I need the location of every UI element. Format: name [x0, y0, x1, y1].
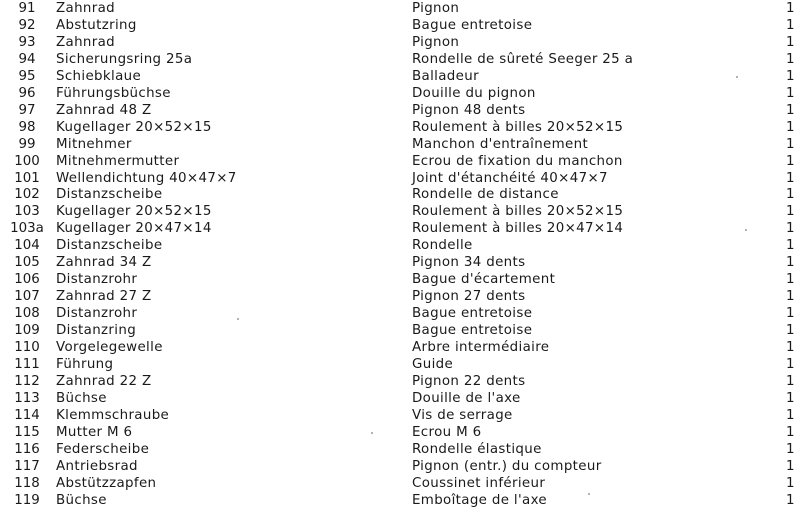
part-number: 119 — [14, 492, 40, 508]
part-name-french: Pignon — [412, 34, 460, 50]
part-number: 101 — [14, 170, 40, 186]
part-row — [0, 492, 800, 509]
part-quantity: 1 — [786, 255, 795, 271]
part-name-french: Rondelle de sûreté Seeger 25 a — [412, 51, 634, 67]
part-name-french: Joint d'étanchéité 40×47×7 — [412, 170, 608, 186]
part-row — [0, 407, 800, 424]
part-name-german: Klemmschraube — [56, 407, 170, 423]
part-quantity: 1 — [786, 373, 795, 389]
part-row — [0, 119, 800, 136]
part-name-german: Antriebsrad — [56, 458, 138, 474]
part-row — [0, 186, 800, 203]
part-name-french: Pignon — [412, 1, 460, 16]
part-quantity: 1 — [786, 17, 795, 33]
part-number: 103 — [14, 204, 40, 220]
part-quantity: 1 — [786, 340, 795, 355]
part-name-german: Sicherungsring 25a — [56, 51, 193, 67]
part-name-german: Führung — [56, 356, 114, 372]
part-name-french: Bague entretoise — [412, 323, 533, 339]
part-row — [0, 85, 800, 102]
part-name-german: Mitnehmer — [56, 136, 132, 152]
part-row — [0, 322, 800, 339]
part-name-french: Balladeur — [412, 68, 479, 84]
part-name-french: Coussinet inférieur — [412, 475, 546, 491]
part-row — [0, 271, 800, 288]
part-name-german: Zahnrad — [56, 34, 116, 50]
part-quantity: 1 — [786, 204, 795, 220]
part-quantity: 1 — [786, 407, 795, 423]
part-quantity: 1 — [786, 272, 795, 288]
part-name-french: Douille de l'axe — [412, 390, 521, 406]
part-name-french: Ecrou M 6 — [412, 424, 482, 440]
part-name-french: Roulement à billes 20×52×15 — [412, 204, 624, 220]
part-name-german: Kugellager 20×52×15 — [56, 204, 212, 220]
part-row — [0, 0, 800, 17]
part-number: 112 — [14, 373, 40, 389]
part-name-german: Abstützzapfen — [56, 475, 157, 491]
part-row — [0, 458, 800, 475]
part-row — [0, 356, 800, 373]
part-number: 97 — [18, 102, 36, 118]
part-name-german: Federscheibe — [56, 441, 150, 457]
part-quantity: 1 — [786, 238, 795, 254]
part-number: 118 — [14, 475, 40, 491]
part-number: 99 — [18, 136, 36, 152]
part-row — [0, 237, 800, 254]
part-row — [0, 220, 800, 237]
part-name-french: Pignon 22 dents — [412, 373, 526, 389]
part-row — [0, 170, 800, 187]
part-quantity: 1 — [786, 221, 795, 237]
part-name-german: Distanzrohr — [56, 272, 138, 288]
part-number: 105 — [14, 255, 40, 271]
part-name-french: Arbre intermédiaire — [412, 340, 550, 355]
part-name-french: Bague entretoise — [412, 17, 533, 33]
part-quantity: 1 — [786, 390, 795, 406]
part-name-german: Zahnrad 34 Z — [56, 255, 152, 271]
part-name-french: Vis de serrage — [412, 407, 513, 423]
part-name-german: Zahnrad 48 Z — [56, 102, 152, 118]
part-row — [0, 68, 800, 85]
part-name-german: Büchse — [56, 492, 107, 508]
part-row — [0, 51, 800, 68]
part-row — [0, 34, 800, 51]
part-number: 94 — [18, 51, 36, 67]
part-quantity: 1 — [786, 492, 795, 508]
part-quantity: 1 — [786, 1, 795, 16]
part-name-french: Ecrou de fixation du manchon — [412, 153, 623, 169]
part-quantity: 1 — [786, 441, 795, 457]
part-name-german: Distanzscheibe — [56, 238, 163, 254]
part-number: 108 — [14, 306, 40, 322]
part-row — [0, 424, 800, 441]
part-row — [0, 390, 800, 407]
part-name-french: Pignon (entr.) du compteur — [412, 458, 602, 474]
part-name-german: Mitnehmermutter — [56, 153, 180, 169]
part-row — [0, 288, 800, 305]
part-name-french: Douille du pignon — [412, 85, 536, 101]
part-quantity: 1 — [786, 119, 795, 135]
part-row — [0, 475, 800, 492]
part-number: 102 — [14, 187, 40, 203]
part-number: 91 — [18, 1, 36, 16]
part-name-german: Abstutzring — [56, 17, 137, 33]
part-name-german: Schiebklaue — [56, 68, 142, 84]
part-name-french: Roulement à billes 20×52×15 — [412, 119, 624, 135]
part-name-french: Bague entretoise — [412, 306, 533, 322]
part-quantity: 1 — [786, 356, 795, 372]
part-number: 100 — [14, 153, 40, 169]
part-number: 106 — [14, 272, 40, 288]
part-row — [0, 339, 800, 356]
part-number: 110 — [14, 340, 40, 355]
part-number: 98 — [18, 119, 36, 135]
part-row — [0, 305, 800, 322]
part-number: 103a — [10, 221, 44, 237]
part-number: 117 — [14, 458, 40, 474]
part-name-french: Bague d'écartement — [412, 272, 556, 288]
part-quantity: 1 — [786, 170, 795, 186]
part-name-french: Rondelle élastique — [412, 441, 542, 457]
part-name-german: Kugellager 20×47×14 — [56, 221, 212, 237]
part-quantity: 1 — [786, 51, 795, 67]
part-name-german: Wellendichtung 40×47×7 — [56, 170, 237, 186]
part-number: 116 — [14, 441, 40, 457]
part-row — [0, 373, 800, 390]
part-quantity: 1 — [786, 475, 795, 491]
part-name-german: Büchse — [56, 390, 107, 406]
part-name-german: Zahnrad — [56, 1, 116, 16]
part-name-german: Führungsbüchse — [56, 85, 171, 101]
part-quantity: 1 — [786, 458, 795, 474]
part-row — [0, 203, 800, 220]
part-number: 92 — [18, 17, 36, 33]
part-quantity: 1 — [786, 187, 795, 203]
part-quantity: 1 — [786, 68, 795, 84]
part-name-french: Emboîtage de l'axe — [412, 492, 548, 508]
part-number: 96 — [18, 85, 36, 101]
part-number: 111 — [14, 356, 40, 372]
part-quantity: 1 — [786, 306, 795, 322]
part-name-german: Distanzring — [56, 323, 137, 339]
part-number: 109 — [14, 323, 40, 339]
part-name-german: Vorgelegewelle — [56, 340, 163, 355]
part-row — [0, 254, 800, 271]
part-name-german: Kugellager 20×52×15 — [56, 119, 212, 135]
part-quantity: 1 — [786, 289, 795, 305]
part-number: 114 — [14, 407, 40, 423]
part-number: 95 — [18, 68, 36, 84]
part-name-german: Zahnrad 27 Z — [56, 289, 152, 305]
part-name-german: Distanzrohr — [56, 306, 138, 322]
part-quantity: 1 — [786, 34, 795, 50]
part-name-french: Pignon 48 dents — [412, 102, 526, 118]
part-number: 113 — [14, 390, 40, 406]
part-number: 107 — [14, 289, 40, 305]
part-row — [0, 153, 800, 170]
part-number: 93 — [18, 34, 36, 50]
part-name-french: Guide — [412, 356, 454, 372]
part-number: 115 — [14, 424, 40, 440]
part-row — [0, 17, 800, 34]
part-name-french: Rondelle de distance — [412, 187, 559, 203]
part-row — [0, 441, 800, 458]
part-name-german: Mutter M 6 — [56, 424, 133, 440]
part-quantity: 1 — [786, 136, 795, 152]
part-name-french: Manchon d'entraînement — [412, 136, 589, 152]
part-quantity: 1 — [786, 323, 795, 339]
part-name-french: Rondelle — [412, 238, 473, 254]
part-number: 104 — [14, 238, 40, 254]
part-name-french: Pignon 34 dents — [412, 255, 526, 271]
part-row — [0, 136, 800, 153]
part-name-french: Roulement à billes 20×47×14 — [412, 221, 624, 237]
part-name-french: Pignon 27 dents — [412, 289, 526, 305]
part-name-german: Zahnrad 22 Z — [56, 373, 152, 389]
part-quantity: 1 — [786, 424, 795, 440]
part-quantity: 1 — [786, 85, 795, 101]
part-row — [0, 102, 800, 119]
part-quantity: 1 — [786, 102, 795, 118]
part-name-german: Distanzscheibe — [56, 187, 163, 203]
part-quantity: 1 — [786, 153, 795, 169]
